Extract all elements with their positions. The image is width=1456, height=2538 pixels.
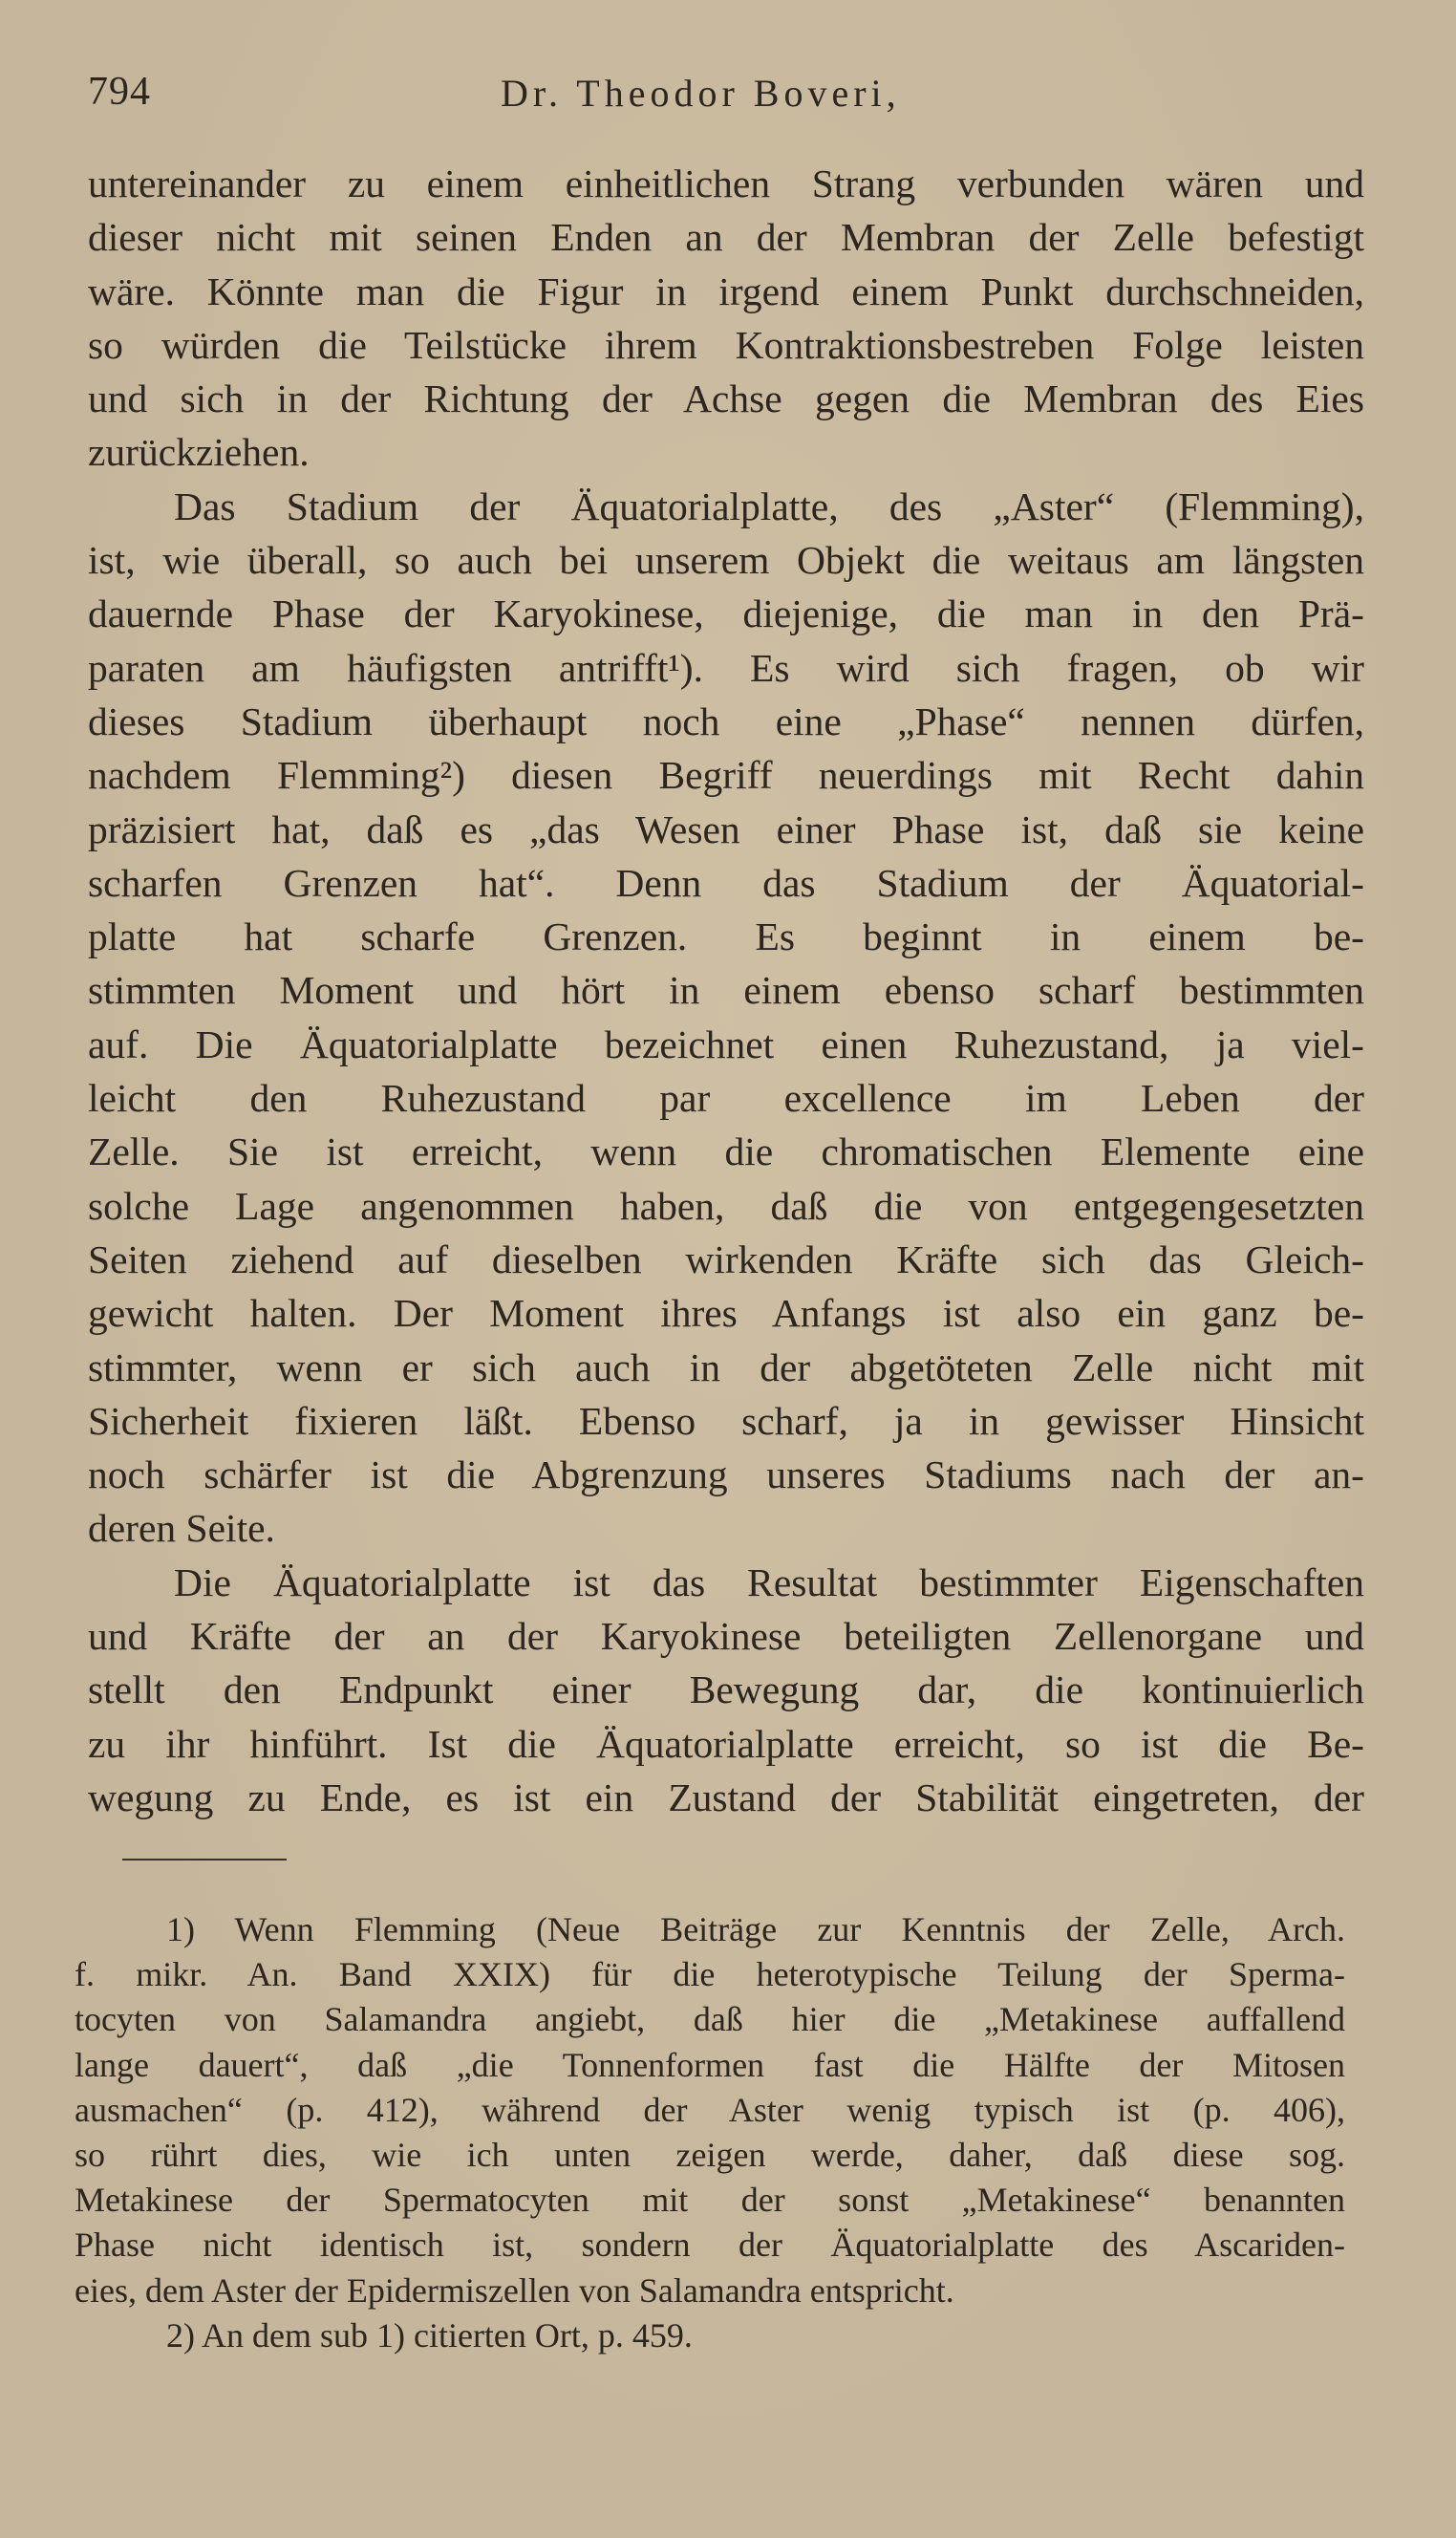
main-text	[88, 157, 1364, 1824]
text-line: gewicht halten. Der Moment ihres Anfangs ist also ein ganz be-	[88, 1291, 1364, 1336]
text-line: zu ihr hinführt. Ist die Äquatorialplatte erreicht, so ist die Be-	[88, 1721, 1364, 1766]
text-line: solche Lage angenommen haben, daß die von entgegengesetzten	[88, 1183, 1364, 1228]
text-line: Das Stadium der Äquatorialplatte, des „Aster“ (Flemming),	[174, 484, 1364, 528]
text-line: präzisiert hat, daß es „das Wesen einer Phase ist, daß sie keine	[88, 807, 1364, 851]
text-line: Sicherheit fixieren läßt. Ebenso scharf, ja in gewisser Hinsicht	[88, 1398, 1364, 1443]
text-line: dieses Stadium überhaupt noch eine „Phase“ nennen dürfen,	[88, 699, 1364, 743]
footnote-line: ausmachen“ (p. 412), während der Aster wenig typisch ist (p. 406),	[75, 2090, 1345, 2129]
text-line: Seiten ziehend auf dieselben wirkenden Kräfte sich das Gleich-	[88, 1237, 1364, 1281]
page-number: 794	[88, 70, 151, 114]
running-head: Dr. Theodor Boveri,	[501, 72, 901, 115]
footnote-line: 2) An dem sub 1) citierten Ort, p. 459.	[166, 2315, 693, 2355]
text-line: wäre. Könnte man die Figur in irgend einem Punkt durchschneiden,	[88, 269, 1364, 313]
text-line: noch schärfer ist die Abgrenzung unseres Stadiums nach der an-	[88, 1452, 1364, 1497]
text-line: Die Äquatorialplatte ist das Resultat bestimmter Eigenschaften	[174, 1559, 1364, 1604]
footnote-line: eies, dem Aster der Epidermiszellen von Salamandra entspricht.	[75, 2270, 954, 2310]
text-line: leicht den Ruhezustand par excellence im Leben der	[88, 1076, 1364, 1121]
footnote-line: Phase nicht identisch ist, sondern der Äquatorialplatte des Ascariden-	[75, 2226, 1345, 2265]
footnotes	[75, 1907, 1345, 2358]
text-line: stellt den Endpunkt einer Bewegung dar, die kontinuierlich	[88, 1667, 1364, 1712]
footnote-line: f. mikr. An. Band XXIX) für die heterotypische Teilung der Sperma-	[75, 1955, 1345, 1994]
footnote-line: Metakinese der Spermatocyten mit der sonst „Metakinese“ benannten	[75, 2181, 1345, 2220]
text-line: auf. Die Äquatorialplatte bezeichnet einen Ruhezustand, ja viel-	[88, 1022, 1364, 1066]
text-line: stimmten Moment und hört in einem ebenso scharf bestimmten	[88, 968, 1364, 1013]
text-line: paraten am häufigsten antrifft¹). Es wird sich fragen, ob wir	[88, 645, 1364, 690]
text-line: deren Seite.	[88, 1506, 275, 1551]
footnote-line: lange dauert“, daß „die Tonnenformen fast die Hälfte der Mitosen	[75, 2045, 1345, 2084]
text-line: ist, wie überall, so auch bei unserem Objekt die weitaus am längsten	[88, 538, 1364, 583]
text-line: dieser nicht mit seinen Enden an der Membran der Zelle befestigt	[88, 215, 1364, 260]
footnote-line: 1) Wenn Flemming (Neue Beiträge zur Kenntnis der Zelle, Arch.	[166, 1910, 1345, 1948]
text-line: und Kräfte der an der Karyokinese beteiligten Zellenorgane und	[88, 1614, 1364, 1659]
text-line: platte hat scharfe Grenzen. Es beginnt in einem be-	[88, 914, 1364, 959]
footnote-line: so rührt dies, wie ich unten zeigen werde, daher, daß diese sog.	[75, 2135, 1345, 2174]
page-header	[88, 69, 1368, 126]
text-line: wegung zu Ende, es ist ein Zustand der Stabilität eingetreten, der	[88, 1774, 1364, 1819]
text-line: und sich in der Richtung der Achse gegen die Membran des Eies	[88, 376, 1364, 421]
text-line: scharfen Grenzen hat“. Denn das Stadium der Äquatorial-	[88, 860, 1364, 905]
text-line: untereinander zu einem einheitlichen Strang verbunden wären und	[88, 161, 1364, 205]
text-line: dauernde Phase der Karyokinese, diejenige, die man in den Prä-	[88, 591, 1364, 636]
text-line: Zelle. Sie ist erreicht, wenn die chromatischen Elemente eine	[88, 1129, 1364, 1174]
footnote-line: tocyten von Salamandra angiebt, daß hier die „Metakinese auffallend	[75, 2000, 1345, 2039]
text-line: nachdem Flemming²) diesen Begriff neuerdings mit Recht dahin	[88, 753, 1364, 798]
footnote-divider	[122, 1859, 287, 1860]
text-line: so würden die Teilstücke ihrem Kontraktionsbestreben Folge leisten	[88, 322, 1364, 367]
text-line: stimmter, wenn er sich auch in der abgetöteten Zelle nicht mit	[88, 1344, 1364, 1389]
text-line: zurückziehen.	[88, 430, 310, 475]
